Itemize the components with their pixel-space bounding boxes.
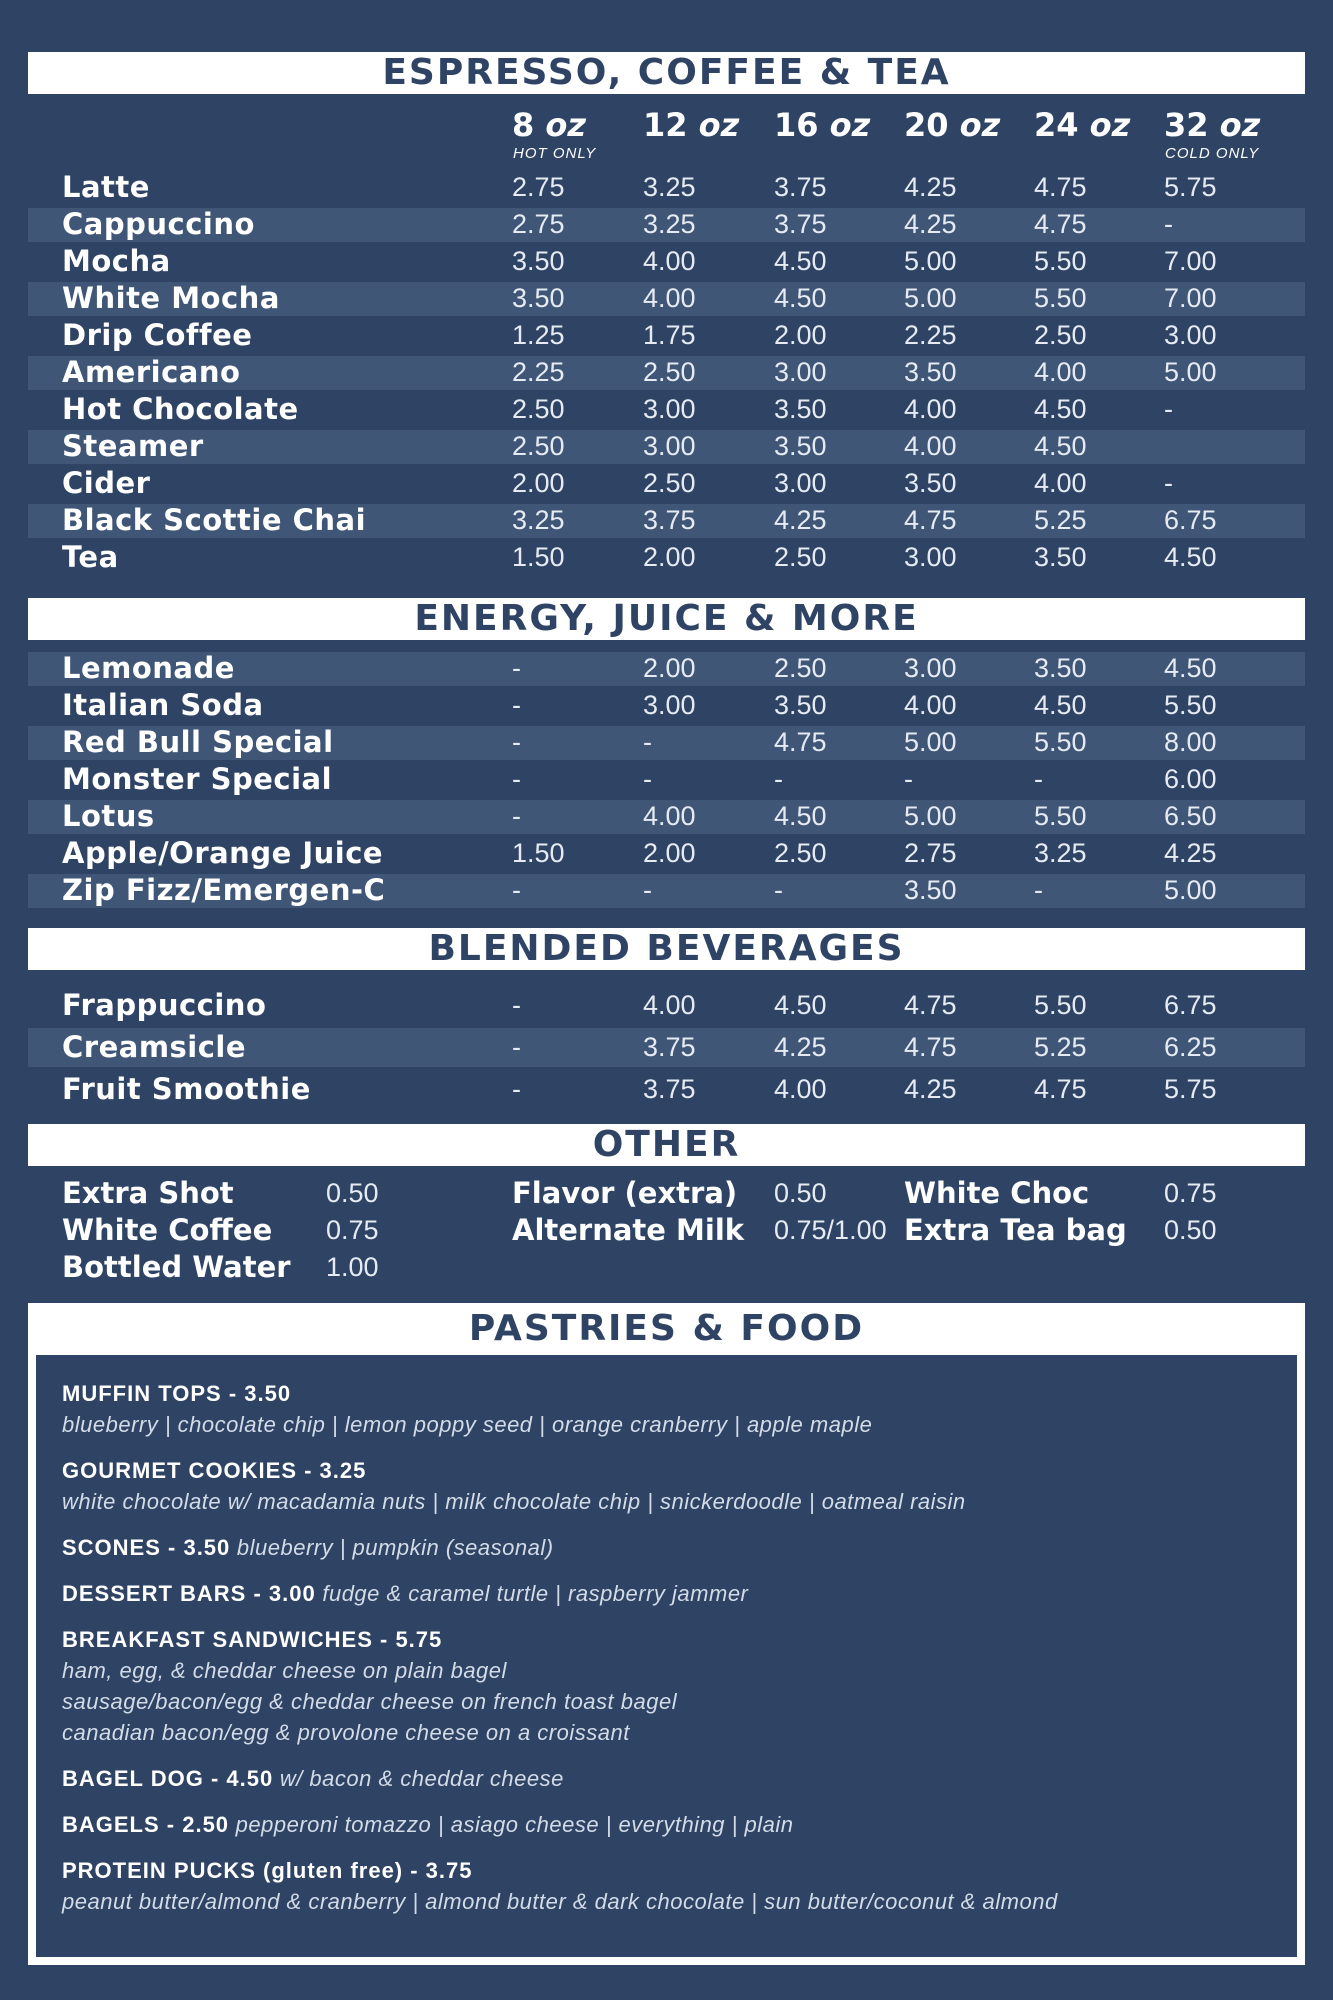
item-name: Americano	[62, 355, 241, 389]
price-cell: 3.25	[512, 505, 565, 535]
price-cell: 5.25	[1034, 505, 1087, 535]
blended-row	[0, 1068, 1333, 1110]
food-title-line	[62, 1763, 1262, 1794]
price-cell: 1.75	[643, 320, 696, 350]
price-cell: 3.50	[904, 875, 957, 905]
size-header-16-oz	[774, 106, 870, 144]
espresso-row	[0, 169, 1333, 206]
item-name: Creamsicle	[62, 1030, 247, 1064]
energy-row	[0, 687, 1333, 724]
espresso-row	[0, 243, 1333, 280]
section-header-other: OTHER	[28, 1124, 1305, 1166]
section-header-energy: ENERGY, JUICE & MORE	[28, 598, 1305, 640]
price-cell: 3.75	[643, 1074, 696, 1104]
section-header-blended: BLENDED BEVERAGES	[28, 928, 1305, 970]
price-cell: 5.75	[1164, 172, 1217, 202]
item-name: Hot Chocolate	[62, 392, 299, 426]
price-cell: 6.75	[1164, 990, 1217, 1020]
size-unit: oz	[1089, 106, 1131, 144]
food-description: fudge & caramel turtle | raspberry jammer	[315, 1581, 749, 1606]
price-cell: 2.75	[904, 838, 957, 868]
other-item-price: 0.75	[326, 1215, 379, 1245]
price-cell: 3.00	[643, 394, 696, 424]
blended-row	[0, 1026, 1333, 1068]
price-cell: 4.00	[904, 690, 957, 720]
price-cell: 3.50	[774, 690, 827, 720]
price-cell: 4.75	[1034, 172, 1087, 202]
price-cell: 2.00	[643, 542, 696, 572]
section-header-espresso: ESPRESSO, COFFEE & TEA	[28, 52, 1305, 94]
energy-row	[0, 650, 1333, 687]
food-item	[62, 1624, 1262, 1748]
price-cell: 3.50	[904, 468, 957, 498]
size-note: COLD ONLY	[1165, 145, 1260, 162]
other-item-price: 0.50	[1164, 1215, 1217, 1245]
price-cell: 2.50	[643, 468, 696, 498]
food-title-line	[62, 1809, 1262, 1840]
price-cell: -	[512, 727, 521, 757]
price-cell: 4.00	[1034, 357, 1087, 387]
food-title: BAGELS - 2.50	[62, 1812, 230, 1837]
price-cell: 4.25	[904, 1074, 957, 1104]
price-cell: -	[643, 764, 652, 794]
price-cell: 3.00	[904, 653, 957, 683]
food-item	[62, 1455, 1262, 1517]
price-cell: 4.25	[774, 1032, 827, 1062]
price-cell: 3.25	[1034, 838, 1087, 868]
food-description: blueberry | chocolate chip | lemon poppy seed | orange cranberry | apple maple	[62, 1412, 873, 1437]
other-item-name: Extra Shot	[62, 1176, 234, 1210]
energy-row	[0, 761, 1333, 798]
price-cell: 2.50	[643, 357, 696, 387]
other-item-price: 0.75	[1164, 1178, 1217, 1208]
price-cell: 4.00	[904, 431, 957, 461]
price-cell: 4.50	[1164, 653, 1217, 683]
price-cell: 4.50	[774, 246, 827, 276]
price-cell: 8.00	[1164, 727, 1217, 757]
food-title: MUFFIN TOPS - 3.50	[62, 1381, 292, 1406]
price-cell: 2.50	[512, 431, 565, 461]
price-cell: 5.00	[904, 246, 957, 276]
food-description: ham, egg, & cheddar cheese on plain bagel	[62, 1658, 507, 1683]
price-cell: 4.75	[1034, 1074, 1087, 1104]
price-cell: 4.00	[904, 394, 957, 424]
size-unit: oz	[1219, 106, 1261, 144]
price-cell: 2.25	[512, 357, 565, 387]
price-cell: 4.25	[904, 172, 957, 202]
food-title: PROTEIN PUCKS (gluten free) - 3.75	[62, 1858, 473, 1883]
price-cell: 3.50	[774, 394, 827, 424]
food-item	[62, 1809, 1262, 1840]
price-cell: 4.25	[774, 505, 827, 535]
price-cell: 4.00	[643, 283, 696, 313]
food-description: blueberry | pumpkin (seasonal)	[230, 1535, 554, 1560]
price-cell: 1.50	[512, 838, 565, 868]
price-cell: 4.75	[774, 727, 827, 757]
size-number: 16	[774, 106, 830, 144]
price-cell: 3.00	[904, 542, 957, 572]
food-title: DESSERT BARS - 3.00	[62, 1581, 316, 1606]
other-item-name: Flavor (extra)	[512, 1176, 738, 1210]
energy-row	[0, 798, 1333, 835]
espresso-row	[0, 317, 1333, 354]
price-cell: 3.50	[512, 246, 565, 276]
price-cell: 4.00	[643, 801, 696, 831]
food-description: w/ bacon & cheddar cheese	[273, 1766, 564, 1791]
food-description: peanut butter/almond & cranberry | almond butter & dark chocolate | sun butter/coconut & almond	[62, 1889, 1058, 1914]
other-item-name: White Choc	[904, 1176, 1090, 1210]
espresso-row	[0, 465, 1333, 502]
price-cell: 4.50	[774, 801, 827, 831]
espresso-row	[0, 280, 1333, 317]
size-unit: oz	[959, 106, 1001, 144]
price-cell: 7.00	[1164, 283, 1217, 313]
price-cell: -	[1164, 394, 1173, 424]
size-header-12-oz	[643, 106, 739, 144]
price-cell: -	[1034, 764, 1043, 794]
price-cell: 5.00	[1164, 357, 1217, 387]
food-description: canadian bacon/egg & provolone cheese on a croissant	[62, 1720, 630, 1745]
blended-row	[0, 984, 1333, 1026]
price-cell: 2.50	[1034, 320, 1087, 350]
price-cell: 3.25	[643, 209, 696, 239]
price-cell: 3.00	[1164, 320, 1217, 350]
item-name: Red Bull Special	[62, 725, 334, 759]
item-name: White Mocha	[62, 281, 280, 315]
price-cell: 7.00	[1164, 246, 1217, 276]
price-cell: -	[1164, 468, 1173, 498]
price-cell: 6.75	[1164, 505, 1217, 535]
price-cell: 4.75	[1034, 209, 1087, 239]
price-cell: 3.75	[774, 172, 827, 202]
food-title: SCONES - 3.50	[62, 1535, 231, 1560]
food-title: BAGEL DOG - 4.50	[62, 1766, 274, 1791]
price-cell: -	[512, 1032, 521, 1062]
other-item-name: Extra Tea bag	[904, 1213, 1127, 1247]
item-name: Drip Coffee	[62, 318, 253, 352]
price-cell: -	[512, 990, 521, 1020]
food-title-line	[62, 1455, 1262, 1486]
item-name: Frappuccino	[62, 988, 267, 1022]
price-cell: 3.75	[774, 209, 827, 239]
price-cell: 3.75	[643, 505, 696, 535]
price-cell: -	[512, 1074, 521, 1104]
espresso-row	[0, 539, 1333, 576]
other-item-price: 0.50	[326, 1178, 379, 1208]
price-cell: 6.50	[1164, 801, 1217, 831]
price-cell: 5.00	[1164, 875, 1217, 905]
price-cell: 3.00	[774, 468, 827, 498]
price-cell: 4.50	[774, 283, 827, 313]
other-item-name: Alternate Milk	[512, 1213, 745, 1247]
food-item	[62, 1763, 1262, 1794]
price-cell: 2.75	[512, 172, 565, 202]
price-cell: 3.00	[774, 357, 827, 387]
price-cell: 3.50	[1034, 542, 1087, 572]
other-item-name: White Coffee	[62, 1213, 273, 1247]
espresso-row	[0, 428, 1333, 465]
item-name: Mocha	[62, 244, 171, 278]
price-cell: 5.75	[1164, 1074, 1217, 1104]
food-title: BREAKFAST SANDWICHES - 5.75	[62, 1627, 443, 1652]
price-cell: 4.50	[774, 990, 827, 1020]
price-cell: 5.50	[1034, 283, 1087, 313]
item-name: Apple/Orange Juice	[62, 836, 384, 870]
food-title-line	[62, 1855, 1262, 1886]
price-cell: 4.00	[643, 990, 696, 1020]
size-header-8-oz	[512, 106, 586, 144]
price-cell: 4.50	[1034, 394, 1087, 424]
energy-row	[0, 724, 1333, 761]
price-cell: 3.00	[643, 690, 696, 720]
price-cell: 5.50	[1034, 727, 1087, 757]
price-cell: 4.00	[774, 1074, 827, 1104]
size-number: 12	[643, 106, 699, 144]
food-title-line	[62, 1578, 1262, 1609]
size-unit: oz	[698, 106, 740, 144]
espresso-row	[0, 502, 1333, 539]
food-title-line	[62, 1378, 1262, 1409]
price-cell: 1.25	[512, 320, 565, 350]
food-item	[62, 1855, 1262, 1917]
price-cell: 4.75	[904, 505, 957, 535]
price-cell: -	[512, 875, 521, 905]
section-header-pastries: PASTRIES & FOOD	[28, 1303, 1305, 1355]
price-cell: 6.00	[1164, 764, 1217, 794]
price-cell: -	[774, 875, 783, 905]
food-title: GOURMET COOKIES - 3.25	[62, 1458, 367, 1483]
price-cell: -	[1034, 875, 1043, 905]
price-cell: -	[512, 653, 521, 683]
item-name: Monster Special	[62, 762, 333, 796]
price-cell: 5.50	[1034, 246, 1087, 276]
food-title-line	[62, 1624, 1262, 1655]
price-cell: 3.75	[643, 1032, 696, 1062]
price-cell: -	[904, 764, 913, 794]
item-name: Italian Soda	[62, 688, 264, 722]
price-cell: 3.50	[1034, 653, 1087, 683]
size-header-32-oz	[1164, 106, 1260, 144]
food-description: pepperoni tomazzo | asiago cheese | everything | plain	[229, 1812, 794, 1837]
food-title-line	[62, 1532, 1262, 1563]
price-cell: 4.00	[643, 246, 696, 276]
price-cell: 2.50	[774, 653, 827, 683]
price-cell: 5.00	[904, 801, 957, 831]
price-cell: -	[774, 764, 783, 794]
espresso-row	[0, 354, 1333, 391]
price-cell: 1.50	[512, 542, 565, 572]
item-name: Latte	[62, 170, 150, 204]
price-cell: 2.00	[643, 838, 696, 868]
size-number: 24	[1034, 106, 1090, 144]
price-cell: 5.50	[1034, 990, 1087, 1020]
item-name: Fruit Smoothie	[62, 1072, 311, 1106]
item-name: Black Scottie Chai	[62, 503, 367, 537]
price-cell: 2.00	[774, 320, 827, 350]
energy-row	[0, 872, 1333, 909]
size-unit: oz	[545, 106, 587, 144]
price-cell: 4.50	[1164, 542, 1217, 572]
other-item-name: Bottled Water	[62, 1250, 291, 1284]
price-cell: 5.50	[1164, 690, 1217, 720]
other-item-price: 1.00	[326, 1252, 379, 1282]
price-cell: 3.25	[643, 172, 696, 202]
food-item	[62, 1532, 1262, 1563]
price-cell: 4.25	[904, 209, 957, 239]
price-cell: 2.25	[904, 320, 957, 350]
price-cell: 4.25	[1164, 838, 1217, 868]
price-cell: -	[512, 801, 521, 831]
price-cell: 2.50	[774, 542, 827, 572]
price-cell: -	[643, 727, 652, 757]
price-cell: 2.75	[512, 209, 565, 239]
food-item	[62, 1578, 1262, 1609]
size-header-20-oz	[904, 106, 1000, 144]
price-cell: 2.50	[512, 394, 565, 424]
size-header-24-oz	[1034, 106, 1130, 144]
food-description: sausage/bacon/egg & cheddar cheese on french toast bagel	[62, 1689, 678, 1714]
item-name: Steamer	[62, 429, 204, 463]
food-item	[62, 1378, 1262, 1440]
food-description: white chocolate w/ macadamia nuts | milk chocolate chip | snickerdoodle | oatmeal raisin	[62, 1489, 966, 1514]
size-number: 32	[1164, 106, 1220, 144]
item-name: Cappuccino	[62, 207, 255, 241]
energy-row	[0, 835, 1333, 872]
other-item-price: 0.50	[774, 1178, 827, 1208]
size-unit: oz	[829, 106, 871, 144]
price-cell: 4.00	[1034, 468, 1087, 498]
item-name: Tea	[62, 540, 119, 574]
price-cell: 5.50	[1034, 801, 1087, 831]
price-cell: 4.50	[1034, 690, 1087, 720]
espresso-row	[0, 206, 1333, 243]
price-cell: 4.50	[1034, 431, 1087, 461]
size-note: HOT ONLY	[513, 145, 597, 162]
price-cell: 4.75	[904, 1032, 957, 1062]
item-name: Cider	[62, 466, 151, 500]
price-cell: -	[512, 690, 521, 720]
espresso-row	[0, 391, 1333, 428]
item-name: Lemonade	[62, 651, 235, 685]
item-name: Lotus	[62, 799, 155, 833]
price-cell: 2.00	[643, 653, 696, 683]
other-item-price: 0.75/1.00	[774, 1215, 887, 1245]
price-cell: 5.25	[1034, 1032, 1087, 1062]
price-cell: 3.50	[774, 431, 827, 461]
price-cell: 3.00	[643, 431, 696, 461]
price-cell: 5.00	[904, 727, 957, 757]
item-name: Zip Fizz/Emergen-C	[62, 873, 386, 907]
price-cell: 2.50	[774, 838, 827, 868]
price-cell: 5.00	[904, 283, 957, 313]
price-cell: -	[643, 875, 652, 905]
size-number: 8	[512, 106, 546, 144]
price-cell: 4.75	[904, 990, 957, 1020]
price-cell: 3.50	[512, 283, 565, 313]
price-cell: 3.50	[904, 357, 957, 387]
price-cell: -	[512, 764, 521, 794]
price-cell: 2.00	[512, 468, 565, 498]
price-cell: 6.25	[1164, 1032, 1217, 1062]
size-number: 20	[904, 106, 960, 144]
price-cell: -	[1164, 209, 1173, 239]
